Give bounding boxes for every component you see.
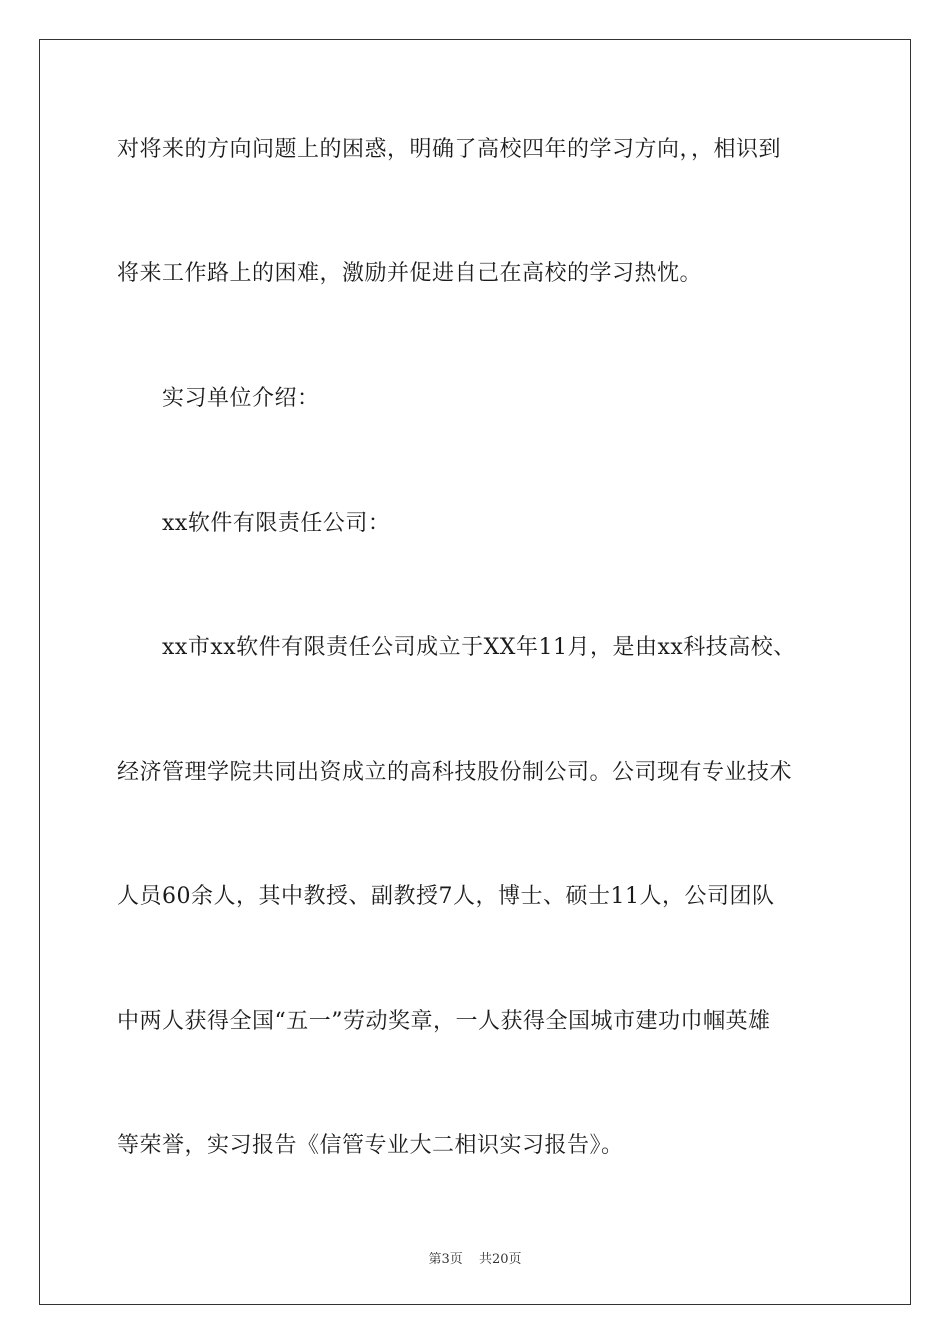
page-total: 共20页: [478, 1252, 522, 1267]
body-line-9: 等荣誉，实习报告《信管专业大二相识实习报告》。: [117, 1133, 624, 1158]
body-line-7: 人员60余人，其中教授、副教授7人，博士、硕士11人，公司团队: [117, 884, 775, 909]
body-line-2: 将来工作路上的困难，激励并促进自己在高校的学习热忱。: [117, 261, 703, 286]
page-footer: [0, 1248, 950, 1267]
body-line-1: 对将来的方向问题上的困惑，明确了高校四年的学习方向，，相识到: [117, 137, 782, 162]
page-number: 第3页: [428, 1252, 463, 1267]
company-name: xx软件有限责任公司：: [162, 511, 391, 536]
body-line-5: xx市xx软件有限责任公司成立于XX年11月，是由xx科技高校、: [162, 635, 796, 660]
body-line-8: 中两人获得全国“五一”劳动奖章，一人获得全国城市建功巾帼英雄: [117, 1009, 771, 1034]
page-border: [39, 39, 911, 1305]
body-line-6: 经济管理学院共同出资成立的高科技股份制公司。公司现有专业技术: [117, 760, 793, 785]
section-heading: 实习单位介绍：: [162, 386, 320, 411]
